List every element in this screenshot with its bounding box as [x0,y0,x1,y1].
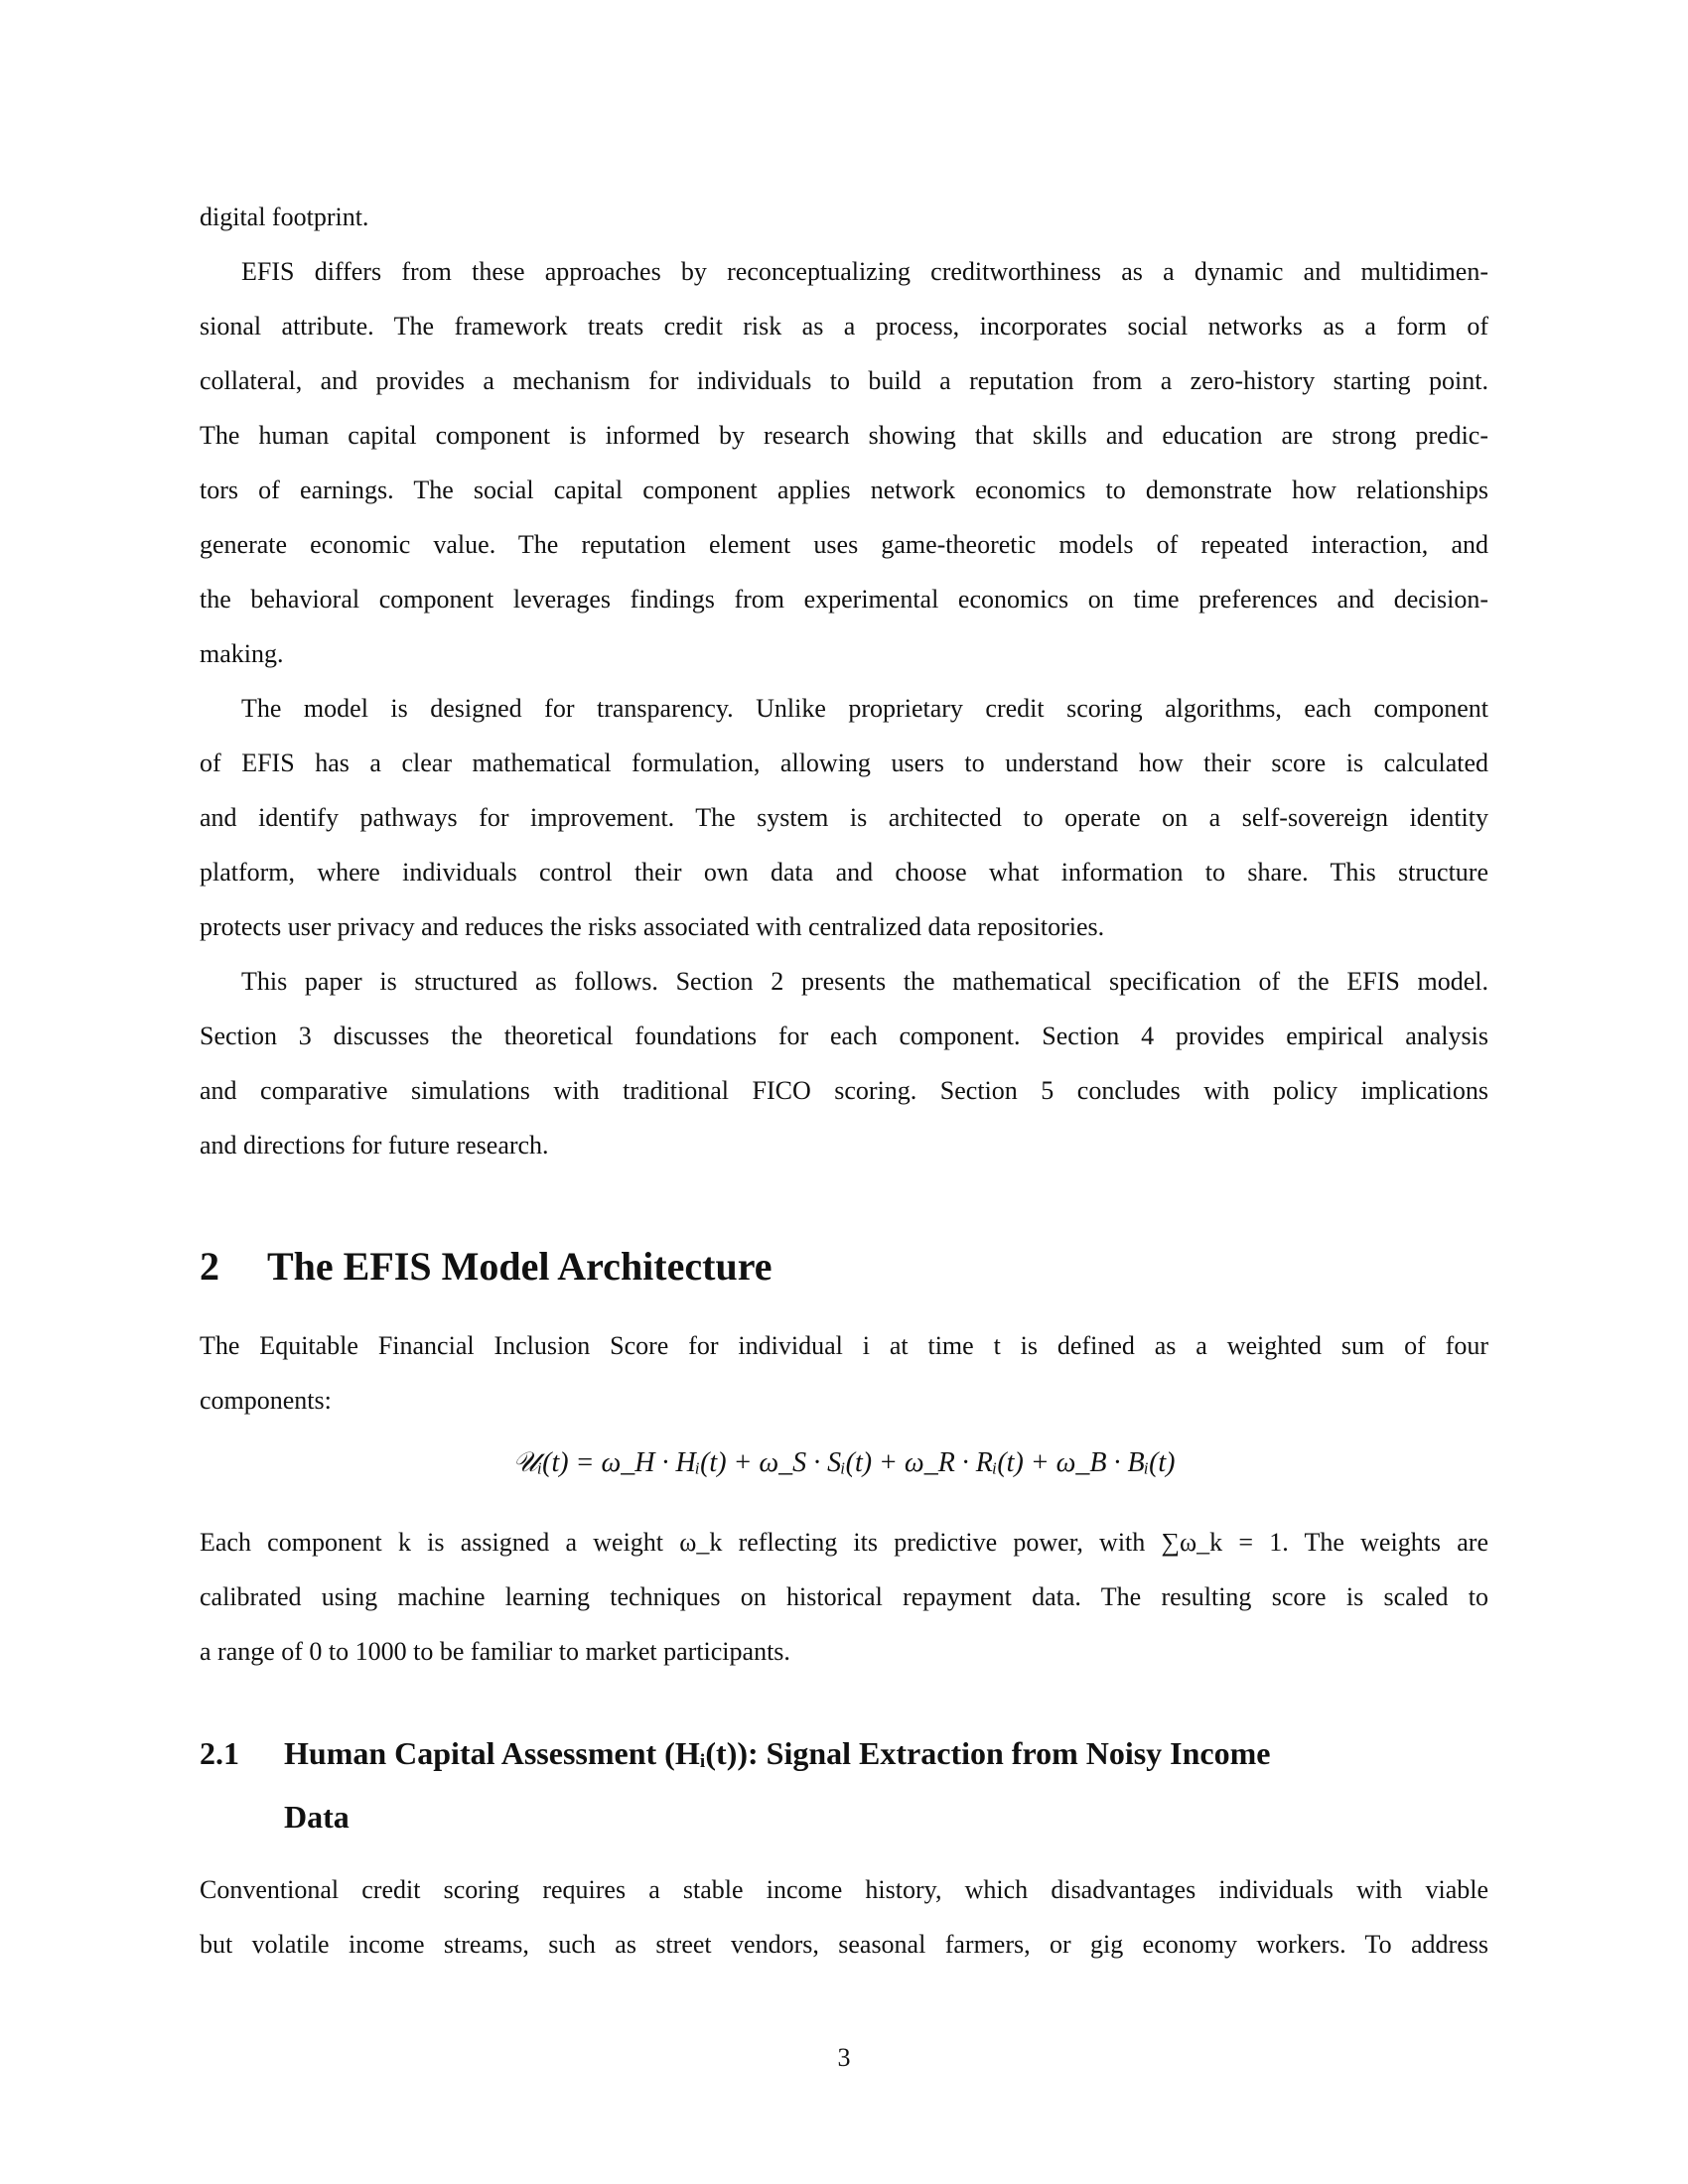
text-line: and comparative simulations with traditional FICO scoring. Section 5 concludes with policy implications [200,1076,1488,1105]
text-line: the behavioral component leverages findings from experimental economics on time preferences and decision- [200,585,1488,614]
text-line: sional attribute. The framework treats credit risk as a process, incorporates social networks as a form of [200,312,1488,341]
text-line: components: [200,1386,332,1415]
text-line: generate economic value. The reputation element uses game-theoretic models of repeated interaction, and [200,530,1488,559]
text-line: platform, where individuals control their own data and choose what information to share. This structure [200,858,1488,887]
section-title: The EFIS Model Architecture [267,1244,773,1289]
text-line: calibrated using machine learning techniques on historical repayment data. The resulting score is scaled to [200,1582,1488,1611]
text-line: This paper is structured as follows. Section 2 presents the mathematical specification of the EFIS model. [241,967,1488,996]
text-line: EFIS differs from these approaches by reconceptualizing creditworthiness as a dynamic and multidimen- [241,257,1488,286]
text-line: The model is designed for transparency. Unlike proprietary credit scoring algorithms, each component [241,694,1488,723]
text-line: Section 3 discusses the theoretical foundations for each component. Section 4 provides empirical analysis [200,1022,1488,1050]
text-line: tors of earnings. The social capital component applies network economics to demonstrate how relationships [200,476,1488,504]
subsection-heading [200,1733,1270,1773]
section-heading [200,1243,772,1291]
text-line: Conventional credit scoring requires a stable income history, which disadvantages individuals with viable [200,1875,1488,1904]
text-line: but volatile income streams, such as street vendors, seasonal farmers, or gig economy workers. To address [200,1930,1488,1959]
text-line: The Equitable Financial Inclusion Score for individual i at time t is defined as a weighted sum of four [200,1331,1488,1360]
page-number: 3 [837,2043,851,2072]
subsection-title-line1: Human Capital Assessment (Hᵢ(t)): Signal Extraction from Noisy Income [284,1735,1271,1771]
text-line: a range of 0 to 1000 to be familiar to market participants. [200,1637,790,1666]
text-line: and directions for future research. [200,1131,549,1160]
subsection-number: 2.1 [200,1735,239,1771]
text-line: protects user privacy and reduces the risks associated with centralized data repositories. [200,912,1105,941]
section-number: 2 [200,1244,219,1289]
text-line: Each component k is assigned a weight ω_k reflecting its predictive power, with ∑ω_k = 1. The weights are [200,1528,1488,1557]
text-line: making. [200,639,284,668]
equation: 𝒰ᵢ(t) = ω_H · Hᵢ(t) + ω_S · Sᵢ(t) + ω_R · Rᵢ(t) + ω_B · Bᵢ(t) [512,1447,1176,1478]
text-line: of EFIS has a clear mathematical formulation, allowing users to understand how their score is calculated [200,749,1488,777]
text-line: collateral, and provides a mechanism for individuals to build a reputation from a zero-history starting point. [200,366,1488,395]
subsection-title-line2: Data [284,1799,350,1835]
text-line: and identify pathways for improvement. The system is architected to operate on a self-sovereign identity [200,803,1488,832]
text-line: The human capital component is informed by research showing that skills and education are strong predic- [200,421,1488,450]
text-line: digital footprint. [200,203,369,231]
